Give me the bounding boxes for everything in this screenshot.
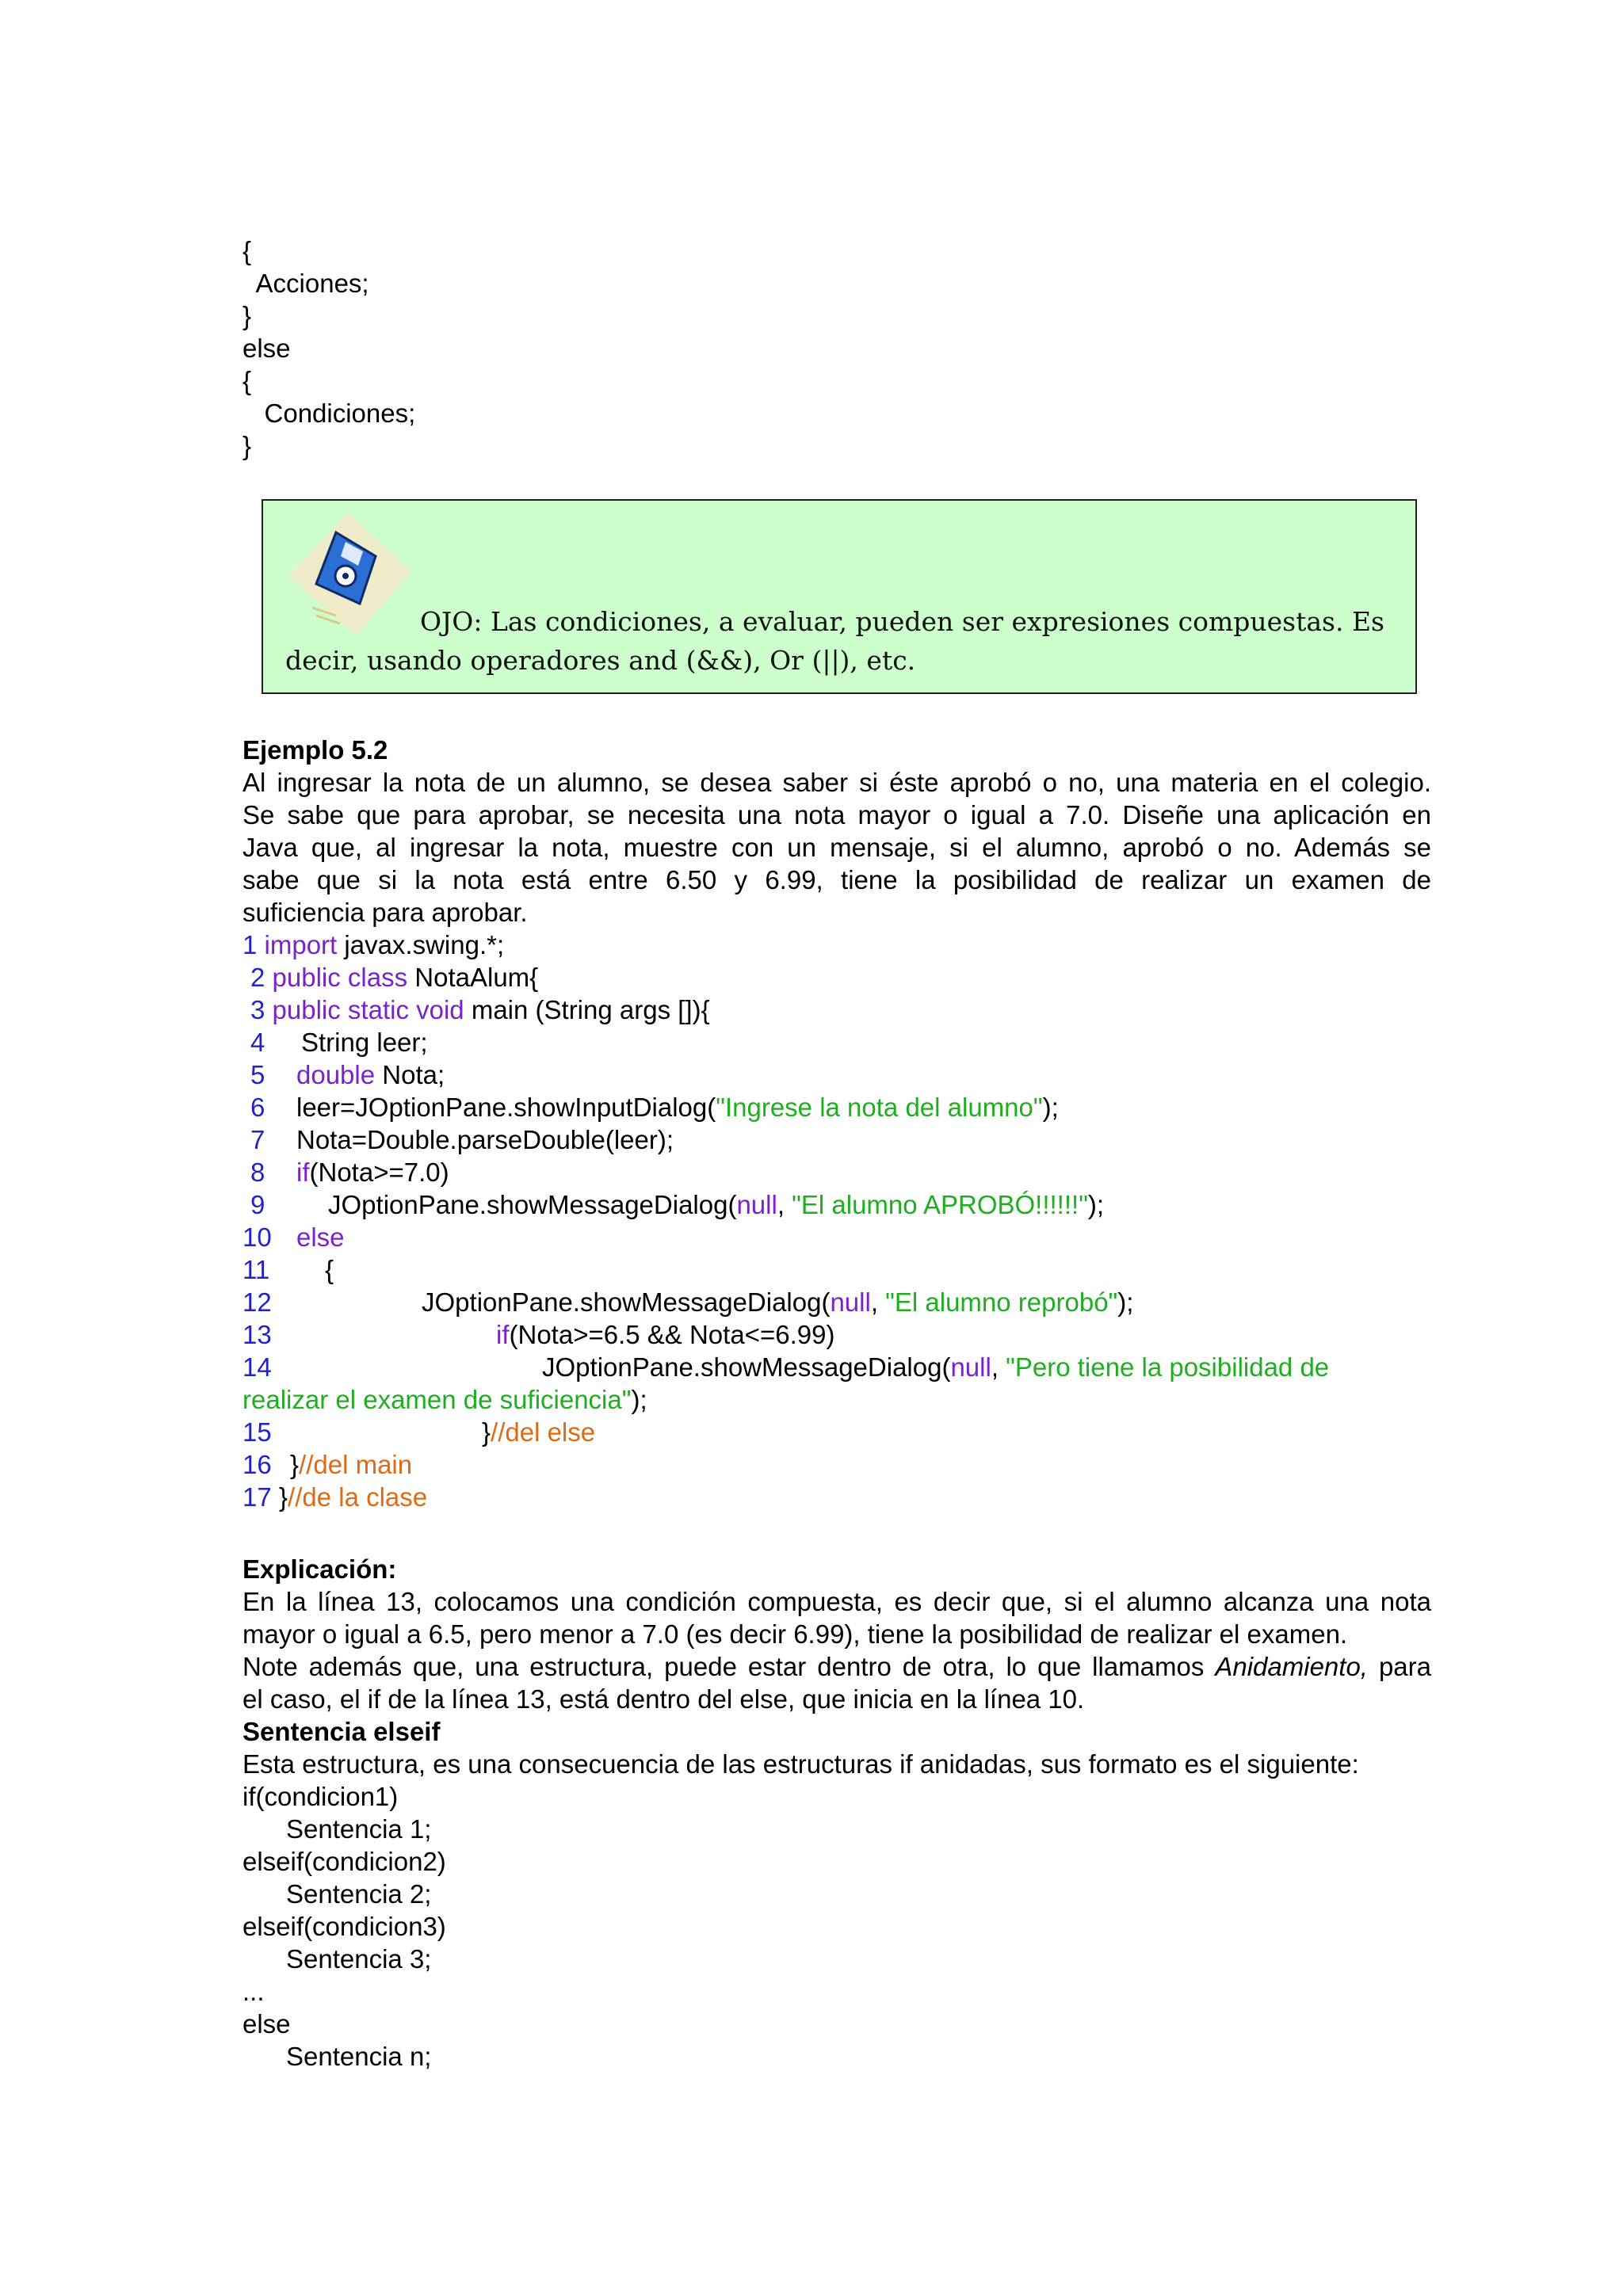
note-text: OJO: Las condiciones, a evaluar, pueden ser expresiones compuestas. Es decir, usando operadores and (&&), Or (||), etc. xyxy=(285,606,1384,676)
code-string: "Ingrese la nota del alumno" xyxy=(716,1093,1043,1122)
elseif-line-1: if(condicion1) xyxy=(242,1782,399,1811)
code-keyword: if xyxy=(496,1320,510,1349)
code-keyword: null xyxy=(950,1352,991,1382)
pseudo-close-brace-2: } xyxy=(242,431,252,460)
code-text: JOptionPane.showMessageDialog( xyxy=(542,1352,951,1382)
code-line-2 xyxy=(250,961,538,994)
code-string: "Pero tiene la posibilidad de xyxy=(1006,1352,1330,1382)
code-comment: //del else xyxy=(491,1417,596,1447)
code-line-14 xyxy=(242,1351,1330,1383)
elseif-line-6: Sentencia 3; xyxy=(242,1944,432,1974)
code-text: } xyxy=(279,1482,288,1512)
elseif-line-4: Sentencia 2; xyxy=(242,1879,432,1909)
code-keyword: null xyxy=(830,1287,871,1317)
line-number: 9 xyxy=(250,1190,265,1219)
elseif-intro: Esta estructura, es una consecuencia de las estructuras if anidadas, sus formato es el siguiente: xyxy=(242,1749,1359,1779)
code-text: { xyxy=(325,1255,334,1284)
line-number: 5 xyxy=(250,1060,265,1089)
line-number: 17 xyxy=(242,1482,272,1512)
example-title: Ejemplo 5.2 xyxy=(242,735,388,765)
code-line-9 xyxy=(250,1188,1105,1221)
code-string: "El alumno APROBÓ!!!!!!" xyxy=(792,1190,1088,1219)
explanation-text: Note además que, una estructura, puede estar dentro de otra, lo que llamamos xyxy=(242,1652,1216,1681)
line-number: 15 xyxy=(242,1417,272,1447)
pseudo-open-brace: { xyxy=(242,236,252,265)
code-text: JOptionPane.showMessageDialog( xyxy=(422,1287,831,1317)
code-text: ); xyxy=(1117,1287,1134,1317)
code-comment: //del main xyxy=(299,1450,413,1479)
explanation-line-3 xyxy=(242,1650,1431,1683)
code-text: main (String args []){ xyxy=(464,995,710,1024)
line-number: 8 xyxy=(250,1158,265,1187)
elseif-line-8: else xyxy=(242,2009,291,2039)
code-keyword: public class xyxy=(272,963,408,992)
code-line-12 xyxy=(242,1286,1134,1318)
code-keyword: if xyxy=(296,1158,310,1187)
code-text: , xyxy=(777,1190,792,1219)
code-keyword: double xyxy=(296,1060,376,1089)
line-number: 3 xyxy=(250,995,265,1024)
line-number: 1 xyxy=(242,930,258,959)
code-line-1 xyxy=(242,929,504,961)
code-line-15 xyxy=(242,1416,596,1448)
code-text: , xyxy=(870,1287,886,1317)
code-string: realizar el examen de suficiencia" xyxy=(242,1385,632,1414)
elseif-line-5: elseif(condicion3) xyxy=(242,1912,446,1941)
line-number: 11 xyxy=(242,1255,270,1284)
example-para-line-1: Al ingresar la nota de un alumno, se desea saber si éste aprobó o no, una materia en el colegio. xyxy=(242,768,1431,797)
code-line-6 xyxy=(250,1091,1059,1123)
code-text: (Nota>=6.5 && Nota<=6.99) xyxy=(509,1320,835,1349)
code-text: } xyxy=(482,1417,491,1447)
code-line-10 xyxy=(242,1221,345,1253)
elseif-line-7: ... xyxy=(242,1977,265,2006)
code-keyword: null xyxy=(736,1190,777,1219)
code-text: NotaAlum{ xyxy=(407,963,539,992)
code-comment: //de la clase xyxy=(288,1482,428,1512)
explanation-line-4: el caso, el if de la línea 13, está dentro del else, que inicia en la línea 10. xyxy=(242,1684,1085,1714)
code-line-14-continued xyxy=(242,1383,647,1416)
code-text: (Nota>=7.0) xyxy=(309,1158,449,1187)
line-number: 13 xyxy=(242,1320,272,1349)
elseif-line-3: elseif(condicion2) xyxy=(242,1847,446,1876)
code-line-3 xyxy=(250,994,710,1026)
code-line-16 xyxy=(242,1448,413,1481)
line-number: 6 xyxy=(250,1093,265,1122)
line-number: 2 xyxy=(250,963,265,992)
explanation-line-2: mayor o igual a 6.5, pero menor a 7.0 (es decir 6.99), tiene la posibilidad de realizar el examen. xyxy=(242,1619,1348,1649)
line-number: 16 xyxy=(242,1450,272,1479)
code-line-13 xyxy=(242,1318,835,1351)
code-line-4 xyxy=(250,1026,428,1058)
pseudo-acciones: Acciones; xyxy=(242,269,369,298)
code-keyword: else xyxy=(296,1222,345,1252)
code-line-11 xyxy=(242,1253,334,1286)
explanation-emphasis: Anidamiento, xyxy=(1215,1652,1368,1681)
example-para-line-2: Se sabe que para aprobar, se necesita una nota mayor o igual a 7.0. Diseñe una aplicación en xyxy=(242,800,1431,830)
example-para-line-3: Java que, al ingresar la nota, muestre con un mensaje, si el alumno, aprobó o no. Además se xyxy=(242,833,1431,862)
note-box xyxy=(262,499,1417,694)
explanation-title: Explicación: xyxy=(242,1554,397,1584)
line-number: 7 xyxy=(250,1125,265,1154)
code-text: ); xyxy=(1042,1093,1059,1122)
pseudo-close-brace: } xyxy=(242,301,252,330)
code-text: JOptionPane.showMessageDialog( xyxy=(328,1190,737,1219)
elseif-line-2: Sentencia 1; xyxy=(242,1814,432,1844)
code-text: Nota; xyxy=(375,1060,445,1089)
code-text: ); xyxy=(631,1385,647,1414)
explanation-text: para xyxy=(1367,1652,1431,1681)
code-text: String leer; xyxy=(301,1028,428,1057)
line-number: 10 xyxy=(242,1222,272,1252)
code-string: "El alumno reprobó" xyxy=(885,1287,1118,1317)
code-text: } xyxy=(290,1450,300,1479)
code-text: , xyxy=(991,1352,1006,1382)
example-para-line-4: sabe que si la nota está entre 6.50 y 6.99, tiene la posibilidad de realizar un examen de xyxy=(242,865,1431,894)
example-para-line-5: suficiencia para aprobar. xyxy=(242,898,528,927)
line-number: 14 xyxy=(242,1352,272,1382)
code-text: ); xyxy=(1087,1190,1105,1219)
explanation-line-1: En la línea 13, colocamos una condición compuesta, es decir que, si el alumno alcanza una nota xyxy=(242,1587,1431,1616)
code-text: Nota=Double.parseDouble(leer); xyxy=(296,1125,674,1154)
line-number: 12 xyxy=(242,1287,272,1317)
line-number: 4 xyxy=(250,1028,265,1057)
code-line-5 xyxy=(250,1058,445,1091)
code-line-17 xyxy=(242,1481,428,1513)
code-line-7 xyxy=(250,1123,674,1156)
code-line-8 xyxy=(250,1156,449,1188)
elseif-line-9: Sentencia n; xyxy=(242,2042,432,2071)
code-keyword: public static void xyxy=(272,995,464,1024)
pseudo-condiciones: Condiciones; xyxy=(242,399,416,428)
pseudo-open-brace-2: { xyxy=(242,366,252,395)
elseif-title: Sentencia elseif xyxy=(242,1717,441,1746)
code-keyword: import xyxy=(264,930,338,959)
code-text: javax.swing.*; xyxy=(337,930,505,959)
code-text: leer=JOptionPane.showInputDialog( xyxy=(296,1093,716,1122)
pseudo-else: else xyxy=(242,334,291,363)
